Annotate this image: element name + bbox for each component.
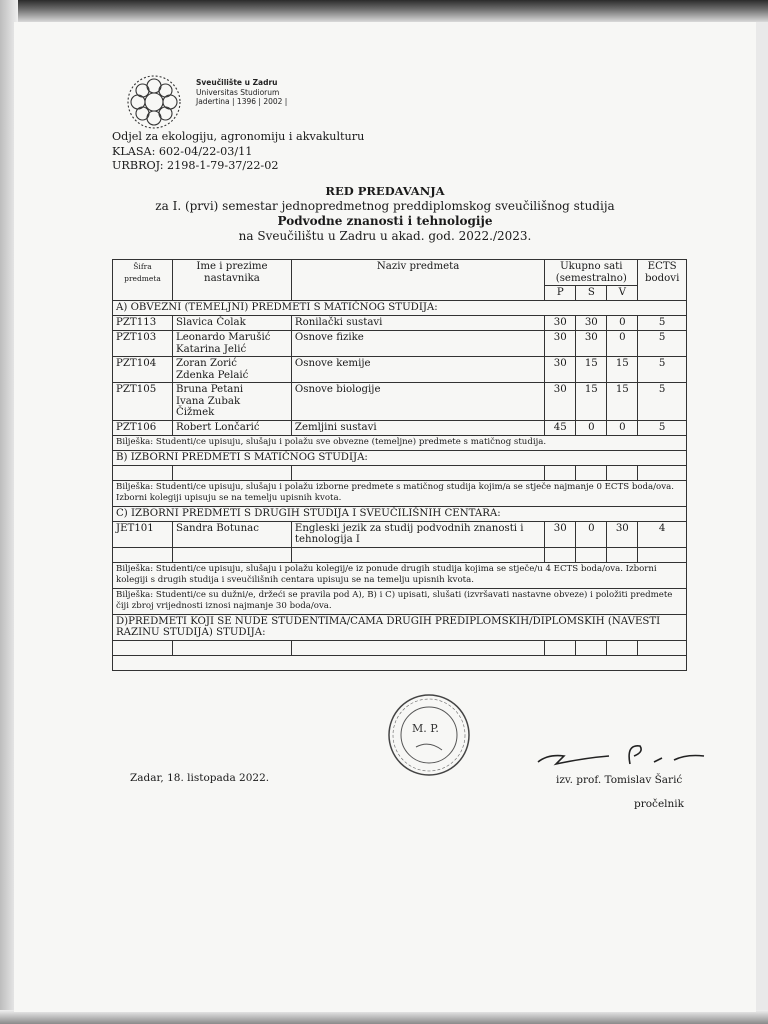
- hours-p: 30: [545, 331, 576, 357]
- section-a-rows: [113, 316, 687, 436]
- university-name: [196, 78, 287, 107]
- title-line-4: na Sveučilištu u Zadru u akad. god. 2022./2023.: [238, 229, 532, 243]
- table-row-empty: [113, 465, 687, 480]
- university-name-la: Universitas Studiorum: [196, 87, 280, 97]
- hours-s: 0: [576, 420, 607, 435]
- table-row-empty: [113, 655, 687, 670]
- hours-v: 0: [607, 316, 638, 331]
- hours-s: 30: [576, 331, 607, 357]
- hours-p: 30: [545, 357, 576, 383]
- ects-points: 4: [638, 521, 687, 547]
- course-code: PZT104: [113, 357, 173, 383]
- university-name-hr: Sveučilište u Zadru: [196, 78, 278, 87]
- title-line-1: RED PREDAVANJA: [325, 184, 445, 198]
- course-code: JET101: [113, 521, 173, 547]
- hours-v: 0: [607, 420, 638, 435]
- klasa: KLASA: 602-04/22-03/11: [112, 144, 253, 158]
- header-hours: Ukupno sati (semestralno): [545, 260, 638, 286]
- course-name: Osnove biologije: [291, 383, 544, 421]
- document-page: [14, 22, 756, 1012]
- section-a-heading: A) OBVEZNI (TEMELJNI) PREDMETI S MATIČNOG STUDIJA:: [113, 301, 687, 316]
- header-v: V: [607, 286, 638, 301]
- place-date: Zadar, 18. listopada 2022.: [130, 772, 270, 784]
- scan-edge-bottom: [0, 1010, 768, 1024]
- urbroj: URBROJ: 2198-1-79-37/22-02: [112, 159, 279, 172]
- header-s: S: [576, 286, 607, 301]
- scan-edge-top: [0, 0, 768, 22]
- hours-s: 15: [576, 383, 607, 421]
- title-line-3: Podvodne znanosti i tehnologije: [277, 214, 493, 228]
- table-row-empty: [113, 640, 687, 655]
- teacher-name: Leonardo Marušić Katarina Jelić: [172, 331, 291, 357]
- official-stamp-icon: [386, 692, 472, 778]
- hours-p: 30: [545, 383, 576, 421]
- note-a: Bilješka: Studenti/ce upisuju, slušaju i polažu sve obvezne (temeljne) predmete s matičnog studija.: [113, 435, 687, 450]
- hours-v: 0: [607, 331, 638, 357]
- course-name: Engleski jezik za studij podvodnih znanosti i tehnologija I: [291, 521, 544, 547]
- course-name: Osnove kemije: [291, 357, 544, 383]
- hours-p: 30: [545, 521, 576, 547]
- course-code: PZT106: [113, 420, 173, 435]
- document-title: [14, 184, 756, 244]
- document-header: [112, 130, 364, 174]
- course-code: PZT103: [113, 331, 173, 357]
- hours-p: 45: [545, 420, 576, 435]
- signature-icon: [534, 734, 714, 774]
- hours-p: 30: [545, 316, 576, 331]
- header-p: P: [545, 286, 576, 301]
- course-name: Osnove fizike: [291, 331, 544, 357]
- university-logo-icon: [118, 66, 190, 138]
- title-line-2: za I. (prvi) semestar jednopredmetnog preddiplomskog sveučilišnog studija: [155, 199, 615, 213]
- section-c-rows: [113, 521, 687, 547]
- course-name: Ronilački sustavi: [291, 316, 544, 331]
- note-b: Bilješka: Studenti/ce upisuju, slušaju i polažu izborne predmete s matičnog studija kojim/a se stječe najmanje 0 ECTS boda/ova. Izborni kolegiji upisuju se na temelju upisnih kvota.: [113, 480, 687, 506]
- table-row: [113, 331, 687, 357]
- table-row: [113, 521, 687, 547]
- table-header-row: [113, 260, 687, 286]
- hours-s: 30: [576, 316, 607, 331]
- teacher-name: Slavica Čolak: [172, 316, 291, 331]
- table-row: [113, 383, 687, 421]
- note-c1: Bilješka: Studenti/ce upisuju, slušaju i polažu kolegij/e iz ponude drugih studija kojima se stječe/u 4 ECTS boda/ova. Izborni kolegiji s drugih studija i sveučilišnih centara upisuju se na temelju upisnih kvota.: [113, 562, 687, 588]
- section-c-heading: C) IZBORNI PREDMETI S DRUGIH STUDIJA I SVEUČILIŠNIH CENTARA:: [113, 506, 687, 521]
- hours-s: 0: [576, 521, 607, 547]
- section-d-heading: D)PREDMETI KOJI SE NUDE STUDENTIMA/CAMA DRUGIH PREDIPLOMSKIH/DIPLOMSKIH (NAVESTI RAZINU STUDIJA) STUDIJA:: [113, 614, 687, 640]
- ects-points: 5: [638, 383, 687, 421]
- teacher-name: Sandra Botunac: [172, 521, 291, 547]
- teacher-name: Bruna Petani Ivana Zubak Čižmek: [172, 383, 291, 421]
- header-ects: ECTS bodovi: [638, 260, 687, 301]
- table-row: [113, 316, 687, 331]
- header-teacher: Ime i prezime nastavnika: [172, 260, 291, 301]
- hours-v: 15: [607, 383, 638, 421]
- ects-points: 5: [638, 420, 687, 435]
- table-row: [113, 420, 687, 435]
- section-b-heading: B) IZBORNI PREDMETI S MATIČNOG STUDIJA:: [113, 450, 687, 465]
- ects-points: 5: [638, 316, 687, 331]
- signer-name: izv. prof. Tomislav Šarić: [556, 774, 683, 786]
- department: Odjel za ekologiju, agronomiju i akvakulturu: [112, 130, 365, 143]
- ects-points: 5: [638, 331, 687, 357]
- table-row-empty: [113, 547, 687, 562]
- course-code: PZT113: [113, 316, 173, 331]
- stamp-text: M. P.: [412, 722, 439, 735]
- ects-points: 5: [638, 357, 687, 383]
- header-code: Šifra predmeta: [113, 260, 173, 301]
- header-course: Naziv predmeta: [291, 260, 544, 301]
- course-table: [112, 259, 687, 671]
- hours-v: 15: [607, 357, 638, 383]
- university-name-la2: Jadertina | 1396 | 2002 |: [196, 97, 288, 106]
- teacher-name: Robert Lončarić: [172, 420, 291, 435]
- hours-v: 30: [607, 521, 638, 547]
- course-code: PZT105: [113, 383, 173, 421]
- teacher-name: Zoran Zorić Zdenka Pelaić: [172, 357, 291, 383]
- hours-s: 15: [576, 357, 607, 383]
- course-name: Zemljini sustavi: [291, 420, 544, 435]
- signer-role: pročelnik: [634, 798, 684, 810]
- note-c2: Bilješka: Studenti/ce su dužni/e, držeći se pravila pod A), B) i C) upisati, slušati (izvršavati nastavne obveze) i položiti predmete čiji zbroj vrijednosti iznosi najmanje 30 boda/ova.: [113, 588, 687, 614]
- table-row: [113, 357, 687, 383]
